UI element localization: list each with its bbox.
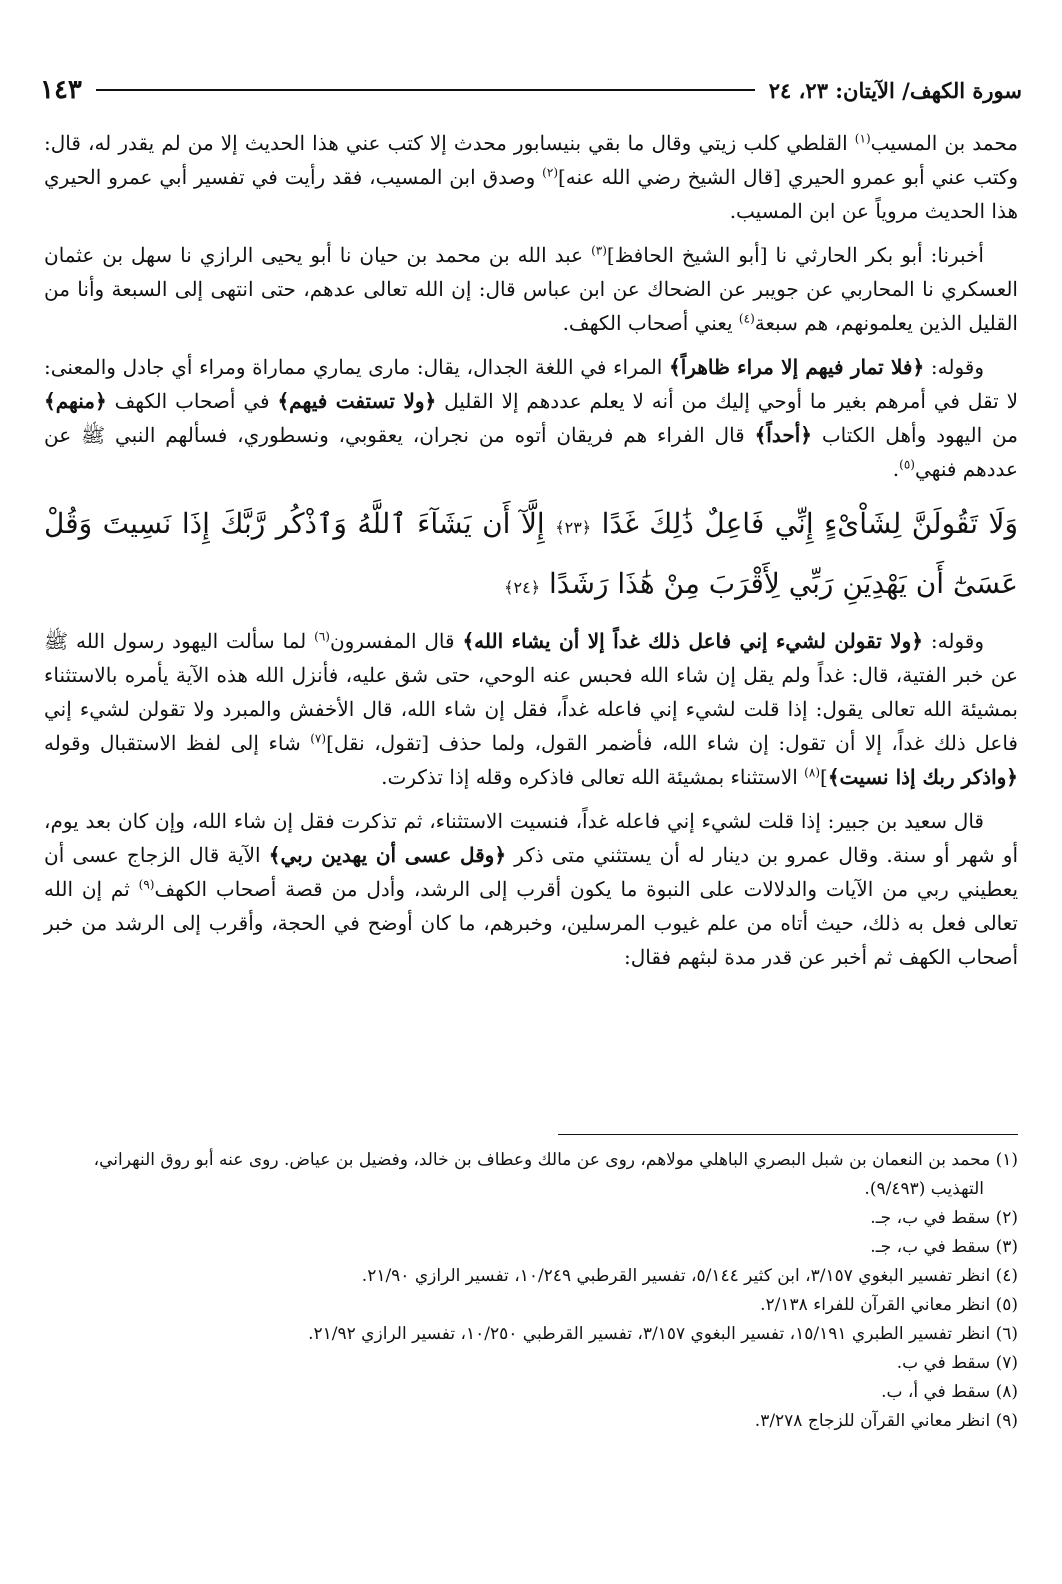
quran-quote: ﴿ولا تقولن لشيء إني فاعل ذلك غداً إلا أن يشاء الله﴾ — [462, 629, 924, 653]
quran-quote: ﴿فلا تمار فيهم إلا مراء ظاهراً﴾ — [669, 355, 925, 379]
main-text — [44, 126, 1018, 984]
footnote-3: (٣) سقط في ب، جـ. — [870, 1237, 1018, 1257]
footnote-6: (٦) انظر تفسير الطبري ١٥/١٩١، تفسير البغوي ٣/١٥٧، تفسير القرطبي ١٠/٢٥٠، تفسير الرازي ٢١/٩٢. — [308, 1324, 1018, 1344]
text: وقوله: — [923, 629, 985, 653]
text: قال المفسرون — [329, 629, 463, 653]
text: لما سألت اليهود رسول الله ﷺ عن خبر الفتية، قال: غداً ولم يقل إن شاء الله فحبس عنه الوحي، حتى شق عليه، فأنزل الله هذه الآية يأمره بالاستثناء بمشيئة الله تعالى يقول: إذا قلت لشيء إني فاعله غداً، فقل إن شاء الله، قال الأخفش والمبرد ولا تقولن لشيء إني فاعل ذلك غداً، إلا أن تقول: إن شاء الله، فأضمر القول، ولما حذف [تقول، نقل] — [44, 629, 1018, 755]
footnote-ref[interactable]: (٧) — [310, 731, 327, 746]
verse-text: إِلَّآ أَن يَشَآءَ ٱللَّهُ وَٱذْكُر رَّبَّكَ إِذَا نَسِيتَ وَقُلْ عَسَىٰٓ أَن يَهْدِيَنِ رَبِّي لِأَقْرَبَ مِنْ هَٰذَا رَشَدًا — [44, 507, 1018, 600]
page-header — [40, 70, 1022, 110]
quran-quote: ﴿ولا تستفت فيهم﴾ — [277, 389, 437, 413]
text: عبد الله بن محمد بن حيان نا أبو يحيى الرازي نا سهل بن عثمان العسكري نا المحاربي عن جويبر عن الضحاك عن ابن عباس قال: إن الله تعالى عدهم، حتى انتهى إلى السبعة وأنا من القليل الذين يعلمونهم، هم سبعة — [44, 243, 1018, 335]
text: الآية قال الزجاج عسى أن يعطيني ربي من الآيات والدلالات على النبوة ما يكون أقرب إلى الرشد، وأدل من قصة أصحاب الكهف — [44, 843, 1019, 901]
footnote-7: (٧) سقط في ب. — [896, 1353, 1018, 1373]
footnote-8: (٨) سقط في أ، ب. — [881, 1382, 1018, 1402]
text: شاء إلى لفظ الاستقبال وقوله — [44, 731, 311, 755]
header-rule — [96, 89, 755, 91]
text: الاستثناء بمشيئة الله تعالى فاذكره وقله إذا تذكرت. — [381, 765, 805, 789]
footnote-ref[interactable]: (٢) — [542, 165, 558, 180]
text: في أصحاب الكهف — [106, 389, 278, 413]
text: . — [892, 457, 900, 481]
text: ] — [820, 765, 828, 789]
paragraph-3 — [44, 350, 1018, 486]
text: وصدق ابن المسيب، فقد رأيت في تفسير أبي عمرو الحيري هذا الحديث مروياً عن ابن المسيب. — [44, 165, 1018, 223]
verse-number: ﴿٢٤﴾ — [504, 578, 541, 597]
text: القلطي كلب زيتي وقال ما بقي بنيسابور محدث إلا كتب عني هذا الحديث إلا من لم يقدر له، قال: وكتب عني أبو عمرو الحيري [قال الشيخ رضي الله عنه] — [44, 131, 1018, 189]
paragraph-5 — [44, 804, 1018, 974]
text: المراء في اللغة الجدال، يقال: مارى يماري مماراة ومراء أي جادل والمعنى: لا تقل في أمرهم بغير ما أوحي إليك من أنه لا يعلم عددهم إلا القليل — [44, 355, 1018, 413]
quran-quote: ﴿وقل عسى أن يهدين ربي﴾ — [268, 843, 507, 867]
text: وقوله: — [924, 355, 985, 379]
footnote-ref[interactable]: (٤) — [738, 311, 755, 326]
paragraph-2 — [44, 238, 1018, 340]
footnotes — [44, 1146, 1018, 1436]
quran-quote: ﴿منهم﴾ — [44, 389, 107, 413]
footnote-ref[interactable]: (١) — [854, 131, 871, 146]
verse-number: ﴿٢٣﴾ — [555, 518, 592, 537]
text: من اليهود وأهل الكتاب — [812, 423, 1018, 447]
footnote-1: (١) محمد بن النعمان بن شبل البصري الباهلي مولاهم، روى عن مالك وعطاف بن خالد، وفضيل بن عياض. روى عنه أبو روق النهراني، التهذيب (٩/٤٩٣). — [93, 1150, 1018, 1199]
text: ثم إن الله تعالى فعل به ذلك، حيث أتاه من علم غيوب المرسلين، وخبرهم، ما كان أوضح في الحجة، وأقرب إلى الرشد من خبر أصحاب الكهف ثم أخبر عن قدر مدة لبثهم فقال: — [44, 877, 1018, 969]
paragraph-4 — [44, 624, 1018, 794]
footnote-separator — [558, 1134, 1018, 1135]
page-number: ١٤٣ — [40, 75, 82, 105]
verse-text: وَلَا تَقُولَنَّ لِشَاْىْءٍ إِنِّي فَاعِلٌ ذَٰلِكَ غَدًا — [601, 507, 1018, 540]
text: محمد بن المسيب — [870, 131, 1018, 155]
text: يعني أصحاب الكهف. — [562, 311, 739, 335]
footnote-ref[interactable]: (٣) — [591, 243, 607, 258]
footnote-5: (٥) انظر معاني القرآن للفراء ٢/١٣٨. — [760, 1295, 1018, 1315]
footnote-ref[interactable]: (٩) — [138, 877, 155, 892]
quran-quote: ﴿واذكر ربك إذا نسيت﴾ — [827, 765, 1018, 789]
footnote-ref[interactable]: (٦) — [314, 629, 330, 644]
footnote-4: (٤) انظر تفسير البغوي ٣/١٥٧، ابن كثير ٥/١٤٤، تفسير القرطبي ١٠/٢٤٩، تفسير الرازي ٢١/٩٠. — [361, 1266, 1018, 1286]
text: قال الفراء هم فريقان أتوه من نجران، يعقوبي، ونسطوري، فسألهم النبي ﷺ عن عددهم فنهي — [44, 423, 1018, 481]
footnote-ref[interactable]: (٥) — [899, 457, 915, 472]
quran-verse-block — [44, 496, 1018, 616]
paragraph-1 — [44, 126, 1018, 228]
footnote-2: (٢) سقط في ب، جـ. — [870, 1208, 1018, 1228]
text: قال سعيد بن جبير: إذا قلت لشيء إني فاعله غداً، فنسيت الاستثناء، ثم تذكرت فقل إن شاء الله، وإن كان بعد يوم، أو شهر أو سنة. وقال عمرو بن دينار له أن يستثني متى ذكر — [44, 809, 1019, 867]
text: أخبرنا: أبو بكر الحارثي نا [أبو الشيخ الحافظ] — [606, 243, 984, 267]
running-title: سورة الكهف/ الآيتان: ٢٣، ٢٤ — [768, 77, 1022, 103]
footnote-9: (٩) انظر معاني القرآن للزجاج ٣/٢٧٨. — [754, 1411, 1018, 1431]
quran-quote: ﴿أحداً﴾ — [754, 423, 812, 447]
footnote-ref[interactable]: (٨) — [804, 765, 820, 780]
